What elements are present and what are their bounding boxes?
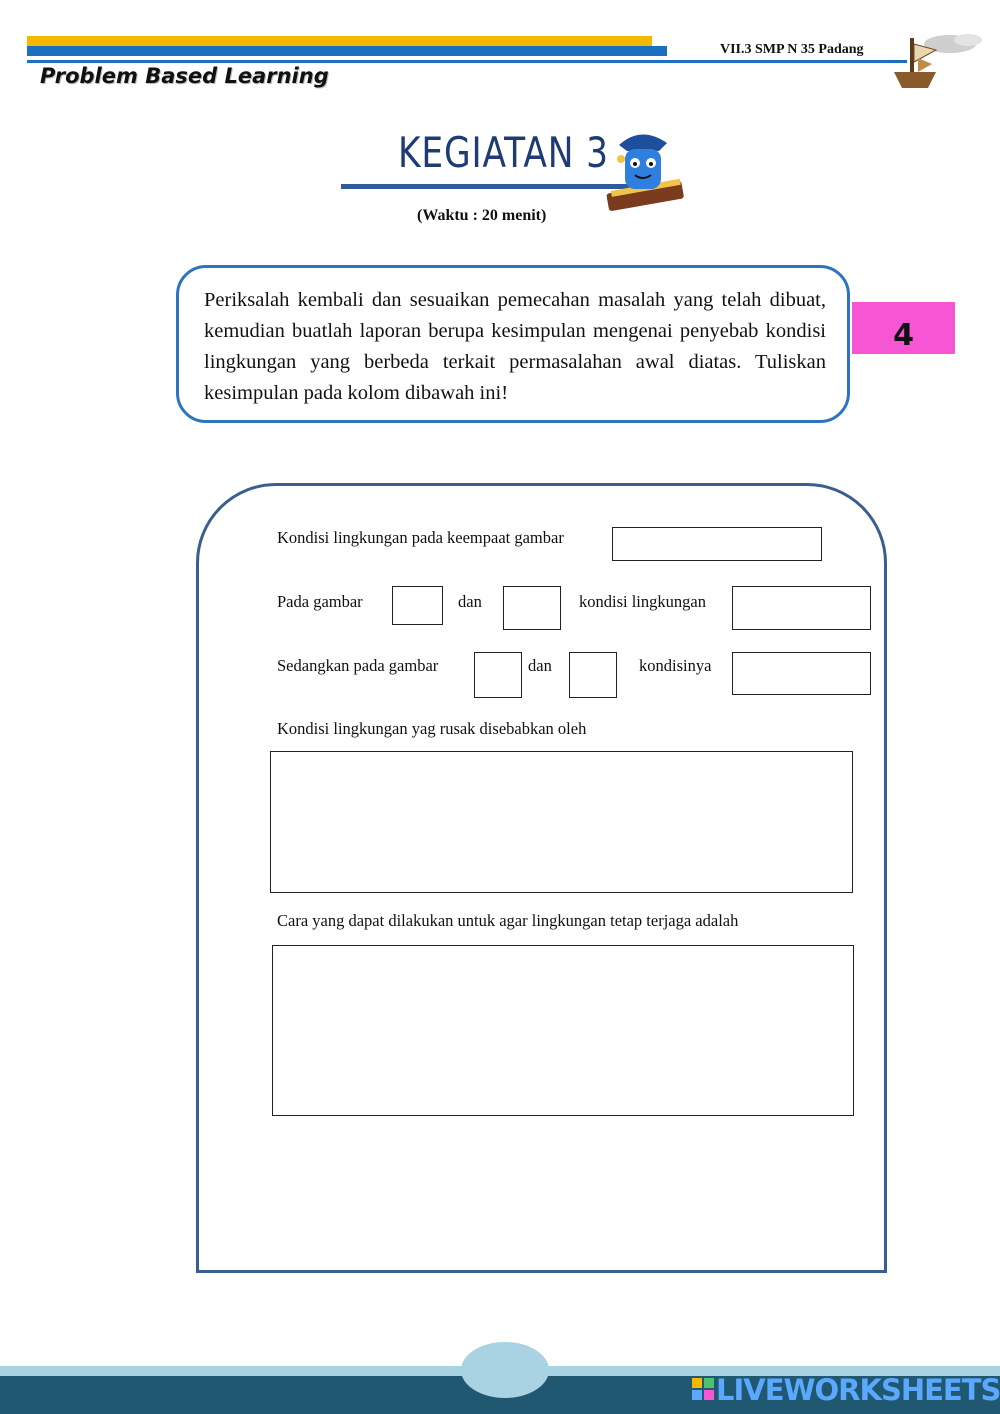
condition-input-1[interactable] [732,586,871,630]
image-number-input-4[interactable] [569,652,617,698]
row2-condition-label: kondisi lingkungan [579,592,706,611]
image-number-input-1[interactable] [392,586,443,625]
image-number-input-2[interactable] [503,586,561,630]
instruction-text: Periksalah kembali dan sesuaikan pemecahan masalah yang telah dibuat, kemudian buatlah laporan berupa kesimpulan mengenai penyebab kondisi lingkungan yang berbeda terkait permasalahan awal diatas. Tuliskan kesimpulan pada kolom dibawah ini! [204,289,826,404]
header-bar-yellow [27,36,652,46]
image-number-input-3[interactable] [474,652,522,698]
step-number: 4 [893,318,914,353]
book-mascot-icon [597,125,689,215]
cause-label: Kondisi lingkungan yag rusak disebabkan oleh [277,719,587,738]
header-divider [27,60,907,63]
row3-condition-label: kondisinya [639,656,712,675]
ship-illustration-icon [888,28,988,94]
liveworksheets-logo-icon [692,1378,714,1400]
header-bar-blue [27,46,667,56]
footer-brand[interactable]: LIVEWORKSHEETS [716,1373,1000,1407]
cause-textarea[interactable] [270,751,853,893]
school-label: VII.3 SMP N 35 Padang [720,42,864,57]
row3-label: Sedangkan pada gambar [277,656,439,675]
footer-page-oval [461,1342,549,1398]
row1-label: Kondisi lingkungan pada keempaat gambar [277,528,564,547]
solution-label: Cara yang dapat dilakukan untuk agar lingkungan tetap terjaga adalah [277,911,739,930]
condition-input-2[interactable] [732,652,871,695]
activity-title: KEGIATAN 3 [398,128,609,177]
row2-label: Pada gambar [277,592,363,611]
title-underline [341,184,631,189]
time-label: (Waktu : 20 menit) [417,207,547,224]
row2-and-label: dan [458,592,482,611]
row3-and-label: dan [528,656,552,675]
solution-textarea[interactable] [272,945,854,1116]
condition-all-images-input[interactable] [612,527,822,561]
page-subtitle: Problem Based Learning [40,64,329,88]
